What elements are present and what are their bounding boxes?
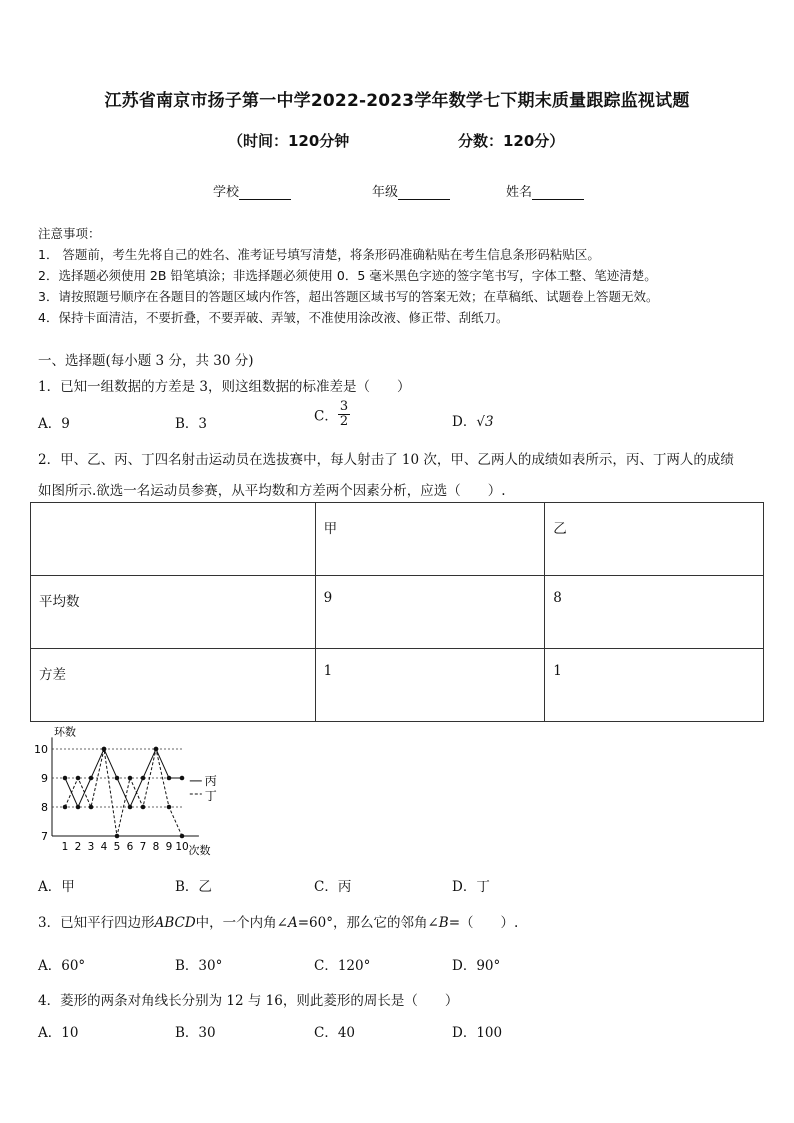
question-4-stem: 4．菱形的两条对角线长分别为 12 与 16，则此菱形的周长是（ ） (38, 993, 459, 1009)
sqrt-radicand: 3 (484, 414, 494, 430)
page-title: 江苏省南京市扬子第一中学2022-2023学年数学七下期末质量跟踪监视试题 (104, 91, 690, 111)
data-point (167, 776, 172, 781)
q4-option-c[interactable]: C．40 (314, 1025, 356, 1041)
q3-option-b[interactable]: B．30° (175, 958, 223, 974)
table-header-cell: 乙 (545, 503, 764, 576)
q3-stem-part: =60°，那么它的邻角∠ (297, 915, 439, 931)
q1-option-a[interactable]: A．9 (38, 416, 70, 432)
data-point (89, 776, 94, 781)
table-cell: 8 (545, 576, 764, 649)
data-point (154, 747, 159, 752)
q4-option-a[interactable]: A．10 (38, 1025, 79, 1041)
x-tick-label: 10 (175, 841, 189, 853)
school-label: 学校 (213, 185, 240, 200)
data-point (102, 747, 107, 752)
exam-score: 分数：120分） (458, 132, 565, 150)
note-item: 1． 答题前，考生先将自己的姓名、准考证号填写清楚，将条形码准确粘贴在考生信息条形码粘贴区。 (38, 247, 600, 262)
table-header-cell (31, 503, 316, 576)
data-point (76, 805, 81, 810)
q3-option-d[interactable]: D．90° (452, 958, 501, 974)
x-tick-label: 1 (61, 841, 69, 853)
q3-stem-part: 3．已知平行四边形 (38, 915, 155, 931)
q2-option-a[interactable]: A．甲 (38, 879, 75, 895)
x-axis-label: 次数 (188, 844, 211, 857)
y-tick-label: 7 (41, 830, 48, 843)
q3-var-b: B (438, 915, 449, 931)
legend-label: 丙 (204, 773, 217, 788)
question-1-stem: 1．已知一组数据的方差是 3，则这组数据的标准差是（ ） (38, 379, 411, 395)
table-row (31, 649, 764, 722)
data-point (76, 776, 81, 781)
table-cell: 9 (315, 576, 545, 649)
q1-option-c[interactable] (314, 400, 350, 429)
notes-heading: 注意事项： (38, 226, 101, 241)
q3-stem-part: 中，一个内角∠ (195, 915, 288, 931)
score-table (30, 502, 764, 722)
name-blank[interactable] (532, 187, 584, 200)
table-cell: 平均数 (31, 576, 316, 649)
note-item: 4．保持卡面清洁，不要折叠，不要弄破、弄皱，不准使用涂改液、修正带、刮纸刀。 (38, 310, 509, 325)
data-point (141, 805, 146, 810)
q1-option-d[interactable] (452, 410, 494, 430)
question-2-stem-line1: 2．甲、乙、丙、丁四名射击运动员在选拔赛中，每人射击了 10 次，甲、乙两人的成绩如表所示，丙、丁两人的成绩 (38, 452, 734, 468)
x-tick-label: 3 (87, 841, 95, 853)
data-point (115, 834, 120, 839)
q2-option-b[interactable]: B．乙 (175, 879, 212, 895)
q2-option-c[interactable]: C．丙 (314, 879, 352, 895)
q3-option-c[interactable]: C．120° (314, 958, 371, 974)
grade-label: 年级 (372, 185, 399, 200)
sqrt-symbol: √ (476, 414, 485, 430)
x-tick-label: 6 (126, 841, 134, 853)
q1-option-d-label: D． (452, 414, 477, 430)
q1-option-b[interactable]: B．3 (175, 416, 208, 432)
data-point (141, 776, 146, 781)
x-tick-label: 9 (165, 841, 173, 853)
q3-option-a[interactable]: A．60° (38, 958, 86, 974)
y-tick-label: 9 (41, 772, 48, 785)
x-tick-label: 4 (100, 841, 108, 853)
q3-stem-part: =（ ）. (448, 915, 519, 931)
y-tick-label: 8 (41, 801, 48, 814)
q3-var-a: A (287, 915, 298, 931)
data-point (180, 834, 185, 839)
q4-option-b[interactable]: B．30 (175, 1025, 216, 1041)
fraction-denominator: 2 (339, 414, 349, 429)
q4-option-d[interactable]: D．100 (452, 1025, 503, 1041)
table-cell: 方差 (31, 649, 316, 722)
legend-label: 丁 (204, 788, 217, 803)
grade-field[interactable] (372, 181, 450, 200)
name-label: 姓名 (506, 185, 533, 200)
q2-option-d[interactable]: D．丁 (452, 879, 490, 895)
data-point (128, 805, 133, 810)
note-item: 2．选择题必须使用 2B 铅笔填涂；非选择题必须使用 0．5 毫米黑色字迹的签字笔书写，字体工整、笔迹清楚。 (38, 268, 657, 283)
data-point (89, 805, 94, 810)
school-blank[interactable] (239, 187, 291, 200)
q1-option-c-label: C． (314, 408, 338, 425)
x-tick-label: 8 (152, 841, 160, 853)
y-axis-label: 环数 (54, 726, 76, 739)
section-heading: 一、选择题(每小题 3 分，共 30 分) (38, 353, 254, 369)
shooting-score-chart (28, 726, 238, 858)
note-item: 3．请按照题号顺序在各题目的答题区域内作答，超出答题区域书写的答案无效；在草稿纸、试题卷上答题无效。 (38, 289, 659, 304)
school-field[interactable] (213, 181, 291, 200)
fraction-numerator: 3 (339, 399, 349, 414)
data-point (167, 805, 172, 810)
table-header-row (31, 503, 764, 576)
x-tick-label: 7 (139, 841, 147, 853)
table-header-cell: 甲 (315, 503, 545, 576)
fraction (338, 400, 350, 429)
data-point (180, 776, 185, 781)
q3-abcd: ABCD (154, 915, 196, 931)
data-point (63, 776, 68, 781)
table-row (31, 576, 764, 649)
y-tick-label: 10 (34, 743, 48, 756)
name-field[interactable] (506, 181, 584, 200)
question-2-stem-line2: 如图所示.欲选一名运动员参赛，从平均数和方差两个因素分析，应选（ ）. (38, 483, 506, 499)
x-tick-label: 2 (74, 841, 82, 853)
exam-time: （时间：120分钟 (228, 132, 350, 150)
table-cell: 1 (545, 649, 764, 722)
data-point (63, 805, 68, 810)
table-cell: 1 (315, 649, 545, 722)
x-tick-label: 5 (113, 841, 121, 853)
data-point (115, 776, 120, 781)
data-point (128, 776, 133, 781)
grade-blank[interactable] (398, 187, 450, 200)
question-3-stem (38, 911, 518, 931)
